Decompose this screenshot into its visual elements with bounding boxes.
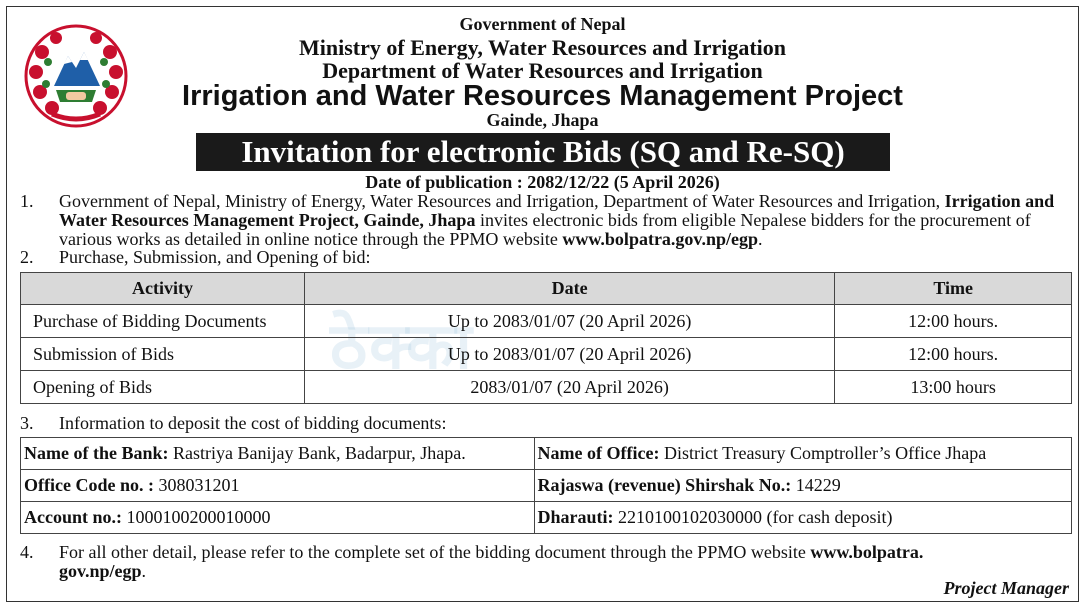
- account-number-cell: [21, 502, 535, 534]
- paragraph-number: 3.: [20, 413, 34, 433]
- paragraph-text: invites electronic bids from eligible Nepalese bidders for the procurement of various works as detailed in online notice through the PPMO website: [59, 210, 1031, 249]
- ppmo-website-link[interactable]: www.bolpatra.gov.np/egp: [562, 229, 758, 249]
- field-label: Account no.:: [24, 507, 122, 527]
- date-cell: Up to 2083/01/07 (20 April 2026): [304, 338, 834, 371]
- activity-cell: Submission of Bids: [21, 338, 305, 371]
- date-cell: 2083/01/07 (20 April 2026): [304, 371, 834, 404]
- field-label: Office Code no. :: [24, 475, 154, 495]
- field-label: Rajaswa (revenue) Shirshak No.:: [537, 475, 792, 495]
- header-time: Time: [835, 273, 1072, 305]
- ppmo-website-link[interactable]: www.bolpatra.: [810, 542, 924, 562]
- table-header-row: [21, 273, 1072, 305]
- field-value: District Treasury Comptroller’s Office Jhapa: [659, 443, 987, 463]
- dharauti-cell: [534, 502, 1071, 534]
- field-value: Rastriya Banijay Bank, Badarpur, Jhapa.: [168, 443, 466, 463]
- table-row: [21, 305, 1072, 338]
- bid-schedule-table: [20, 272, 1072, 404]
- field-value: 1000100200010000: [122, 507, 271, 527]
- activity-cell: Opening of Bids: [21, 371, 305, 404]
- paragraph-number: 2.: [20, 247, 34, 267]
- notice-title-banner: Invitation for electronic Bids (SQ and Re-SQ): [196, 133, 890, 171]
- time-cell: 13:00 hours: [835, 371, 1072, 404]
- ppmo-website-link-cont[interactable]: gov.np/egp: [59, 561, 142, 581]
- field-value: 2210100102030000 (for cash deposit): [613, 507, 893, 527]
- project-heading: Irrigation and Water Resources Management Project: [182, 80, 903, 112]
- paragraph-text: .: [141, 561, 147, 581]
- paragraph-text: .: [757, 229, 763, 249]
- table-row: [21, 371, 1072, 404]
- table-row: [21, 438, 1072, 470]
- time-cell: 12:00 hours.: [835, 305, 1072, 338]
- project-name-bold: Irrigation and Water Resources Management Project, Gainde, Jhapa: [59, 191, 1055, 230]
- time-cell: 12:00 hours.: [835, 338, 1072, 371]
- ministry-heading: Ministry of Energy, Water Resources and Irrigation: [298, 35, 787, 60]
- paragraph-1: [20, 192, 1072, 249]
- location-heading: Gainde, Jhapa: [486, 110, 599, 130]
- department-heading: Department of Water Resources and Irrigation: [322, 58, 763, 83]
- office-name-cell: [534, 438, 1071, 470]
- paragraph-number: 4.: [20, 542, 34, 562]
- rajaswa-cell: [534, 470, 1071, 502]
- paragraph-number: 1.: [20, 191, 34, 211]
- publication-date: Date of publication : 2082/12/22 (5 April 2026): [365, 172, 720, 192]
- bank-name-cell: [21, 438, 535, 470]
- date-cell: Up to 2083/01/07 (20 April 2026): [304, 305, 834, 338]
- signature-title: Project Manager: [943, 578, 1069, 598]
- field-label: Dharauti:: [537, 507, 614, 527]
- government-heading: Government of Nepal: [459, 14, 626, 34]
- field-value: 308031201: [153, 475, 240, 495]
- office-code-cell: [21, 470, 535, 502]
- paragraph-text: For all other detail, please refer to the complete set of the bidding document through the PPMO website: [59, 542, 811, 562]
- watermark: ठेक्का: [330, 310, 474, 382]
- field-value: 14229: [791, 475, 841, 495]
- paragraph-4: [20, 543, 1072, 581]
- paragraph-text: Government of Nepal, Ministry of Energy, Water Resources and Irrigation, Department of Water Resources and Irrigation,: [59, 191, 945, 211]
- paragraph-3: [20, 414, 1072, 433]
- table-row: [21, 502, 1072, 534]
- header-activity: Activity: [21, 273, 305, 305]
- table-row: [21, 338, 1072, 371]
- field-label: Name of Office:: [537, 443, 660, 463]
- table-row: [21, 470, 1072, 502]
- activity-cell: Purchase of Bidding Documents: [21, 305, 305, 338]
- paragraph-2: [20, 248, 1072, 267]
- header-date: Date: [304, 273, 834, 305]
- paragraph-text: Information to deposit the cost of bidding documents:: [59, 413, 447, 433]
- bank-details-table: [20, 437, 1072, 534]
- paragraph-text: Purchase, Submission, and Opening of bid:: [59, 247, 371, 267]
- field-label: Name of the Bank:: [24, 443, 169, 463]
